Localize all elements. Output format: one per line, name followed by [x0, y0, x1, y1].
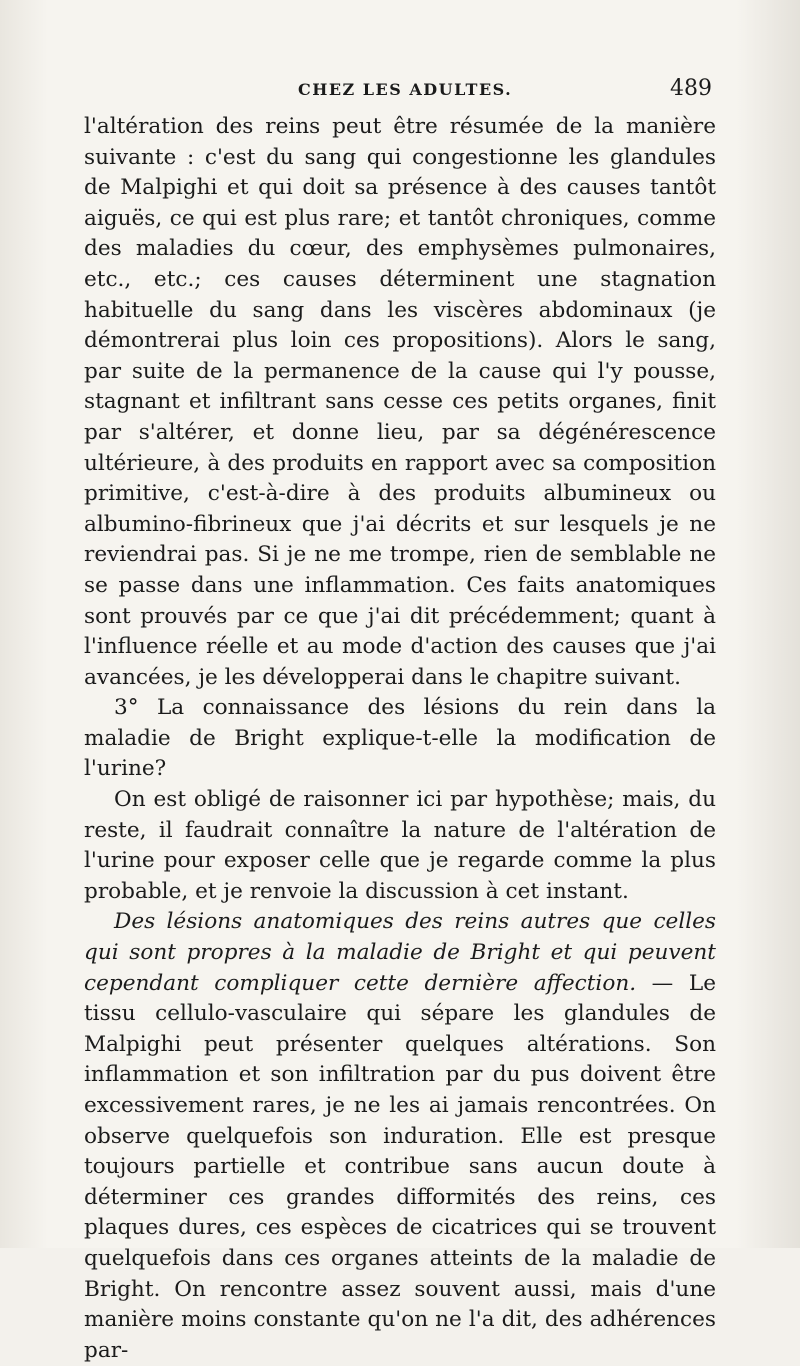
paragraph-1: l'altération des reins peut être résumée de la manière suivante : c'est du sang qui congestionne les glandules de Malpighi et qui doit sa présence à des causes tantôt aiguës, ce qui est plus rare; et tantôt chroniques, comme des maladies du cœur, des emphysèmes pulmonaires, etc., etc.; ces causes déterminent une stagnation habituelle du sang dans les viscères abdominaux (je démontrerai plus loin ces propositions). Alors le sang, par suite de la permanence de la cause qui l'y pousse, stagnant et infiltrant sans cesse ces petits organes, finit par s'altérer, et donne lieu, par sa dégénérescence ultérieure, à des produits en rapport avec sa composition primitive, c'est-à-dire à des produits albumineux ou albumino-fibrineux que j'ai décrits et sur lesquels je ne reviendrai pas. Si je ne me trompe, rien de semblable ne se passe dans une inflammation. Ces faits anatomiques sont prouvés par ce que j'ai dit précédemment; quant à l'influence réelle et au mode d'action des causes que j'ai avancées, je les développerai dans le chapitre suivant.: [84, 114, 716, 690]
paragraph-2: 3° La connaissance des lésions du rein dans la maladie de Bright explique-t-elle la modification de l'urine?: [84, 695, 716, 782]
section-heading: Des lésions anatomiques des reins autres que celles qui sont propres à la maladie de Bright et qui peuvent cependant compliquer cette dernière affection.: [84, 909, 716, 996]
body-text: [84, 112, 716, 1366]
paragraph-4-text: — Le tissu cellulo-vasculaire qui sépare les glandules de Malpighi peut présenter quelques altérations. Son inflammation et son infiltration par du pus doivent être excessivement rares, je ne les ai jamais rencontrées. On observe quelquefois son induration. Elle est presque toujours partielle et contribue sans aucun doute à déterminer ces grandes difformités des reins, ces plaques dures, ces espèces de cicatrices qui se trouvent quelquefois dans ces organes atteints de la maladie de Bright. On rencontre assez souvent aussi, mais d'une manière moins constante qu'on ne l'a dit, des adhérences par-: [84, 970, 716, 1363]
page-header: [88, 78, 712, 108]
paragraph-4: [84, 907, 716, 1366]
page-number: 489: [670, 76, 712, 101]
running-head: CHEZ LES ADULTES.: [298, 80, 513, 99]
paragraph-3: On est obligé de raisonner ici par hypothèse; mais, du reste, il faudrait connaître la nature de l'altération de l'urine pour exposer celle que je regarde comme la plus probable, et je renvoie la discussion à cet instant.: [84, 787, 716, 904]
